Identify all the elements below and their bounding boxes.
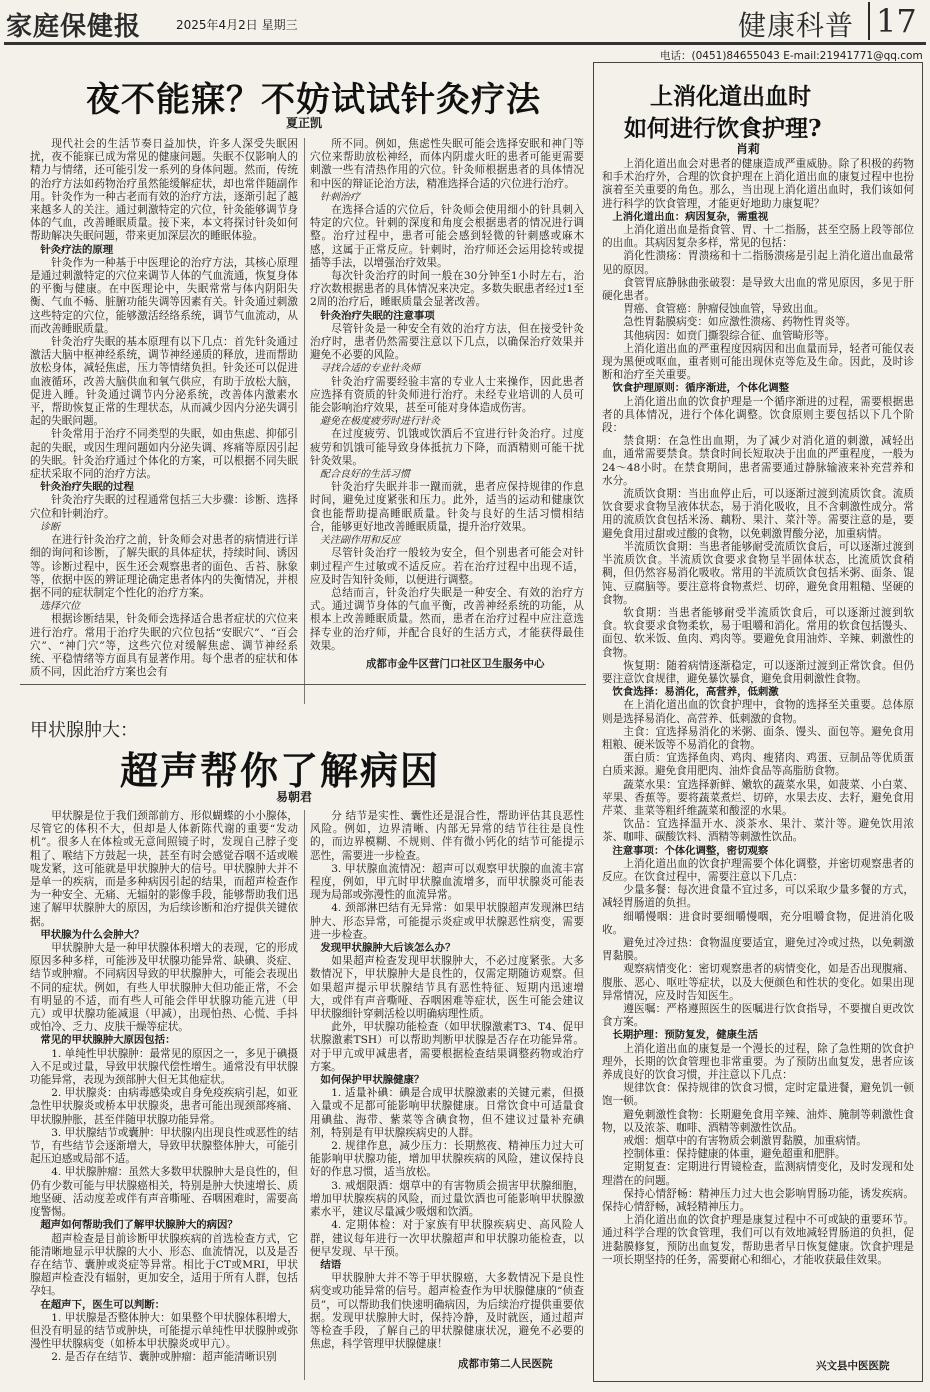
paragraph: 2. 规律作息，减少压力：长期熬夜、精神压力过大可能影响甲状腺功能，增加甲状腺疾病的风险，建议保持良好的作息习惯，适当放松。: [310, 1140, 584, 1179]
subheading: 发现甲状腺肿大后该怎么办？: [320, 942, 456, 955]
paragraph: 饮品：宜选择温开水、淡茶水、果汁、菜汁等。避免饮用浓茶、咖啡、碳酸饮料、酒精等刺激性饮品。: [602, 818, 914, 844]
minor-heading: 诊断: [40, 521, 60, 533]
subheading: 针灸治疗失眠的过程: [40, 481, 134, 494]
paragraph: 4. 颈部淋巴结有无异常：如果甲状腺超声发现淋巴结肿大、形态异常，可能提示炎症或甲状腺恶性病变，需要进一步检查。: [310, 902, 584, 941]
article1-author: 夏正凯: [286, 116, 323, 130]
minor-heading: 寻找合适的专业针灸师: [320, 363, 420, 375]
article1-column-2: [310, 138, 584, 658]
paragraph: 上消化道出血的饮食护理是康复过程中不可或缺的重要环节。通过科学合理的饮食管理，我们可以有效地减轻胃肠道的负担，促进黏膜修复，预防出血复发，帮助患者早日恢复健康。饮食护理是一项长期坚持的任务，需要耐心和细心，才能收获最佳效果。: [602, 1214, 914, 1266]
newspaper-name: 家庭保健报: [6, 12, 142, 42]
paragraph: 2. 甲状腺炎：由病毒感染或自身免疫疾病引起，如亚急性甲状腺炎或桥本甲状腺炎，患者可能出现颈部疼痛、甲状腺肿胀，甚至伴随甲状腺功能异常。: [30, 1087, 298, 1126]
paragraph: 急性胃黏膜病变：如应激性溃疡、药物性胃炎等。: [623, 316, 857, 329]
paragraph: 软食期：当患者能够耐受半流质饮食后，可以逐渐过渡到软食。软食要求食物柔软，易于咀嚼和消化。常用的软食包括馒头、面包、软米饭、鱼肉、鸡肉等。要避免食用油炸、辛辣、刺激性的食物。: [602, 606, 914, 659]
paragraph: 胃癌、食管癌：肿瘤侵蚀血管，导致出血。: [623, 303, 825, 316]
masthead-rule: [4, 42, 926, 45]
paragraph: 上消化道出血的严重程度因病因和出血量而异，轻者可能仅表现为黑便或呕血，重者则可能出现休克等危及生命。因此，及时诊断和治疗至关重要。: [602, 342, 914, 382]
paragraph: 此外，甲状腺功能检查（如甲状腺激素T3、T4、促甲状腺激素TSH）可以帮助判断甲状腺是否存在功能异常。对于甲亢或甲减患者，需要根据检查结果调整药物或治疗方案。: [310, 1021, 584, 1073]
paragraph: 尽管针灸是一种安全有效的治疗方法，但在接受针灸治疗时，患者仍然需要注意以下几点，以确保治疗效果并避免不必要的风险。: [310, 322, 584, 362]
paragraph: 上消化道出血会对患者的健康造成严重威胁。除了积极的药物和手术治疗外，合理的饮食护理在上消化道出血的康复过程中也扮演着至关重要的角色。那么，当出现上消化道出血时，我们该如何进行科学的饮食管理，才能更好地助力康复呢？: [602, 158, 914, 210]
subheading: 长期护理：预防复发，健康生活: [612, 1029, 758, 1042]
article1-column-1: [30, 138, 298, 708]
paragraph: 少量多餐：每次进食量不宜过多，可以采取少量多餐的方式，减轻胃肠道的负担。: [602, 884, 914, 910]
paragraph: 主食：宜选择易消化的米粥、面条、馒头、面包等。避免食用粗粮、硬米饭等不易消化的食物。: [602, 725, 914, 751]
paragraph: 2. 是否存在结节、囊肿或肿瘤：超声能清晰识别: [51, 1351, 277, 1364]
paragraph: 在进行针灸治疗之前，针灸师会对患者的病情进行详细的询问和诊断，了解失眠的具体症状，持续时间、诱因等。诊断过程中，医生还会观察患者的面色、舌苔、脉象等，依据中医的辨证理论确定患者体内的失衡情况，并根据不同的症状制定个性化的治疗方案。: [30, 534, 298, 599]
column-divider: [304, 138, 305, 704]
paragraph: 避免刺激性食物：长期避免食用辛辣、油炸、腌制等刺激性食物，以及浓茶、咖啡、酒精等刺激性饮品。: [602, 1108, 914, 1134]
article3-title-line2: 如何进行饮食护理?: [624, 115, 822, 142]
paragraph: 保持心情舒畅：精神压力过大也会影响胃肠功能，诱发疾病。保持心情舒畅，减轻精神压力。: [602, 1187, 914, 1214]
paragraph: 蔬菜水果：宜选择新鲜、嫩软的蔬菜水果，如菠菜、小白菜、苹果、香蕉等。要将蔬菜煮烂、切碎，水果去皮、去籽，避免食用芹菜、韭菜等粗纤维蔬菜和酸涩的水果。: [602, 778, 914, 817]
paragraph: 针灸治疗失眠的过程通常包括三大步骤：诊断、选择穴位和针刺治疗。: [30, 494, 298, 520]
paragraph: 1. 适量补碘：碘是合成甲状腺激素的关键元素，但摄入量或不足都可能影响甲状腺健康。日常饮食中可适量食用碘盐、海带、紫菜等含碘食物，但不建议过量补充碘剂，特别是有甲状腺疾病史的人群。: [310, 1087, 584, 1139]
paragraph: 分 结节是实性、囊性还是混合性，帮助评估其良恶性风险。例如，边界清晰、内部无异常的结节往往是良性的，而边界模糊、不规则、伴有微小钙化的结节可能提示恶性，需要进一步检查。: [310, 810, 584, 862]
article3-author: 肖莉: [736, 142, 761, 156]
subheading: 甲状腺为什么会肿大？: [40, 928, 145, 941]
paragraph: 规律饮食：保持规律的饮食习惯，定时定量进餐，避免饥一顿饱一顿。: [602, 1082, 914, 1108]
minor-heading: 配合良好的生活习惯: [320, 469, 410, 481]
paragraph: 如果超声检查发现甲状腺肿大，不必过度紧张。大多数情况下，甲状腺肿大是良性的，仅需定期随访观察。但如果超声提示甲状腺结节具有恶性特征、短期内迅速增大，或伴有声音嘶哑、吞咽困难等症状，医生可能会建议甲状腺细针穿刺活检以明确病理性质。: [310, 955, 584, 1021]
paragraph: 上消化道出血的饮食护理需要个体化调整，并密切观察患者的反应。在饮食过程中，需要注意以下几点：: [602, 857, 914, 883]
minor-heading: 针刺治疗: [320, 191, 360, 203]
paragraph: 针灸治疗需要经验丰富的专业人士来操作，因此患者应选择有资质的针灸师进行治疗。未经专业培训的人员可能会影响治疗效果，甚至可能对身体造成伤害。: [310, 375, 584, 415]
paragraph: 针灸作为一种基于中医理论的治疗方法，其核心原理是通过刺激特定的穴位来调节人体的气血流通，恢复身体的平衡与健康。在中医理论中，失眠常常与体内阴阳失衡、气血不畅、脏腑功能失调等因素有关。针灸通过刺激这些特定的穴位，能够激活经络系统，调节气血流动，从而改善睡眠质量。: [30, 256, 298, 335]
article1-title: 夜不能寐？不妨试试针灸疗法: [86, 80, 541, 120]
minor-heading: 避免在极度疲劳时进行针灸: [320, 416, 440, 428]
paragraph: 避免过冷过热：食物温度要适宜，避免过冷或过热，以免刺激胃黏膜。: [602, 936, 914, 963]
masthead: [0, 0, 930, 44]
paragraph: 定期复查：定期进行胃镜检查，监测病情变化，及时发现和处理潜在的问题。: [602, 1161, 914, 1187]
subheading: 结语: [320, 1258, 342, 1271]
paragraph: 3. 甲状腺结节或囊肿：甲状腺内出现良性或恶性的结节，有些结节会逐渐增大，导致甲状腺整体肿大，可能引起压迫感或局部不适。: [30, 1126, 298, 1166]
article1-source: 成都市金牛区营门口社区卫生服务中心: [366, 658, 545, 670]
paragraph: 现代社会的生活节奏日益加快，许多人深受失眠困扰，夜不能寐已成为常见的健康问题。失眠不仅影响人的精力与情绪，还可能引发一系列的身体问题。然而，传统的治疗方法如药物治疗虽然能缓解症状，却也常伴随副作用。针灸作为一种古老而有效的治疗方法，逐渐引起了越来越多人的关注。通过刺激特定的穴位，针灸能够调节身体的气血，改善睡眠质量。接下来，本文将探讨针灸如何帮助解决失眠问题，带来更加深层次的睡眠体验。: [30, 138, 298, 243]
issue-date: 2025年4月2日 星期三: [176, 18, 298, 32]
article2-author: 易朝君: [276, 790, 313, 804]
article2-title: 超声帮你了解病因: [120, 748, 441, 793]
section-title: 健康科普: [738, 9, 855, 42]
article3-title-line1: 上消化道出血时: [650, 83, 811, 110]
paragraph: 消化性溃疡：胃溃疡和十二指肠溃疡是引起上消化道出血最常见的原因。: [602, 250, 914, 276]
page-number: 17: [868, 2, 917, 40]
paragraph: 1. 甲状腺是否整体肿大：如果整个甲状腺体积增大，但没有明显的结节或肿块，可能提示单纯性甲状腺肿或弥漫性甲状腺病变（如桥本甲状腺炎或甲亢）。: [30, 1311, 298, 1351]
subheading: 上消化道出血：病因复杂，需重视: [612, 210, 769, 223]
subheading: 针灸疗法的原理: [40, 243, 114, 256]
minor-heading: 关注副作用和反应: [320, 535, 400, 547]
paragraph: 总结而言，针灸治疗失眠是一种安全、有效的治疗方式。通过调节身体的气血平衡，改善神经系统的功能，从根本上改善睡眠质量。然而，患者在治疗过程中应注意选择专业的治疗师，并配合良好的生活方式，才能获得最佳效果。: [310, 586, 584, 652]
paragraph: 甲状腺肿大并不等于甲状腺癌，大多数情况下是良性病变或功能异常的信号。超声检查作为甲状腺健康的“侦查员”，可以帮助我们快速明确病因，为后续治疗提供重要依据。发现甲状腺肿大时，保持冷静，及时就医，通过超声等检查手段，了解自己的甲状腺健康状况，避免不必要的焦虑，科学管理甲状腺健康！: [310, 1272, 584, 1351]
paragraph: 上消化道出血的饮食护理是一个循序渐进的过程，需要根据患者的具体情况，进行个体化调整。饮食原则主要包括以下几个阶段：: [602, 395, 914, 435]
paragraph: 禁食期：在急性出血期，为了减少对消化道的刺激，减轻出血，通常需要禁食。禁食时间长短取决于出血的严重程度，一般为24～48小时。在禁食期间，患者需要通过静脉输液来补充营养和水分。: [602, 435, 914, 487]
paragraph: 针灸常用于治疗不同类型的失眠，如由焦虑、抑郁引起的失眠，或因生理问题如内分泌失调、疼痛等原因引起的失眠。针灸治疗通过个体化的方案，可以根据不同失眠症状采取不同的治疗方法。: [30, 428, 298, 481]
subheading: 超声如何帮助我们了解甲状腺肿大的病因？: [40, 1219, 238, 1232]
paragraph: 半流质饮食期：当患者能够耐受流质饮食后，可以逐渐过渡到半流质饮食。半流质饮食要求食物呈半固体状态，比流质饮食稍稠，但仍然容易消化吸收。常用的半流质饮食包括米粥、面条、馄饨、豆腐脑等。要注意将食物煮烂、切碎，避免食用粗糙、坚硬的食物。: [602, 540, 914, 606]
section-divider: [20, 684, 586, 685]
article2-source: 成都市第二人民医院: [458, 1358, 553, 1370]
paragraph: 4. 甲状腺肿瘤：虽然大多数甲状腺肿大是良性的，但仍有少数可能与甲状腺癌相关，特别是肿大快速增长、质地坚硬、活动度差或伴有声音嘶哑、吞咽困难时，需要高度警惕。: [30, 1166, 298, 1219]
paragraph: 细嚼慢咽：进食时要细嚼慢咽，充分咀嚼食物，促进消化吸收。: [602, 910, 914, 936]
contact-line: 电话：(0451)84655043 E-mail:21941771@qq.com: [660, 50, 923, 62]
paragraph: 上消化道出血的康复是一个漫长的过程，除了急性期的饮食护理外，长期的饮食管理也非常重要。为了预防出血复发，患者应该养成良好的饮食习惯，并注意以下几点：: [602, 1042, 914, 1082]
paragraph: 遵医嘱：严格遵照医生的医嘱进行饮食指导，不要擅自更改饮食方案。: [602, 1003, 914, 1029]
paragraph: 1. 单纯性甲状腺肿：最常见的原因之一，多见于碘摄入不足或过量，导致甲状腺代偿性增生。通常没有甲状腺功能异常，表现为颈部肿大但无其他症状。: [30, 1047, 298, 1087]
paragraph: 每次针灸治疗的时间一般在30分钟至1小时左右，治疗次数根据患者的具体情况来决定。多数失眠患者经过1至2周的治疗后，睡眠质量会显著改善。: [310, 270, 584, 309]
subheading: 饮食选择：易消化，高营养，低刺激: [612, 686, 779, 699]
paragraph: 戒烟：烟草中的有害物质会刺激胃黏膜，加重病情。: [623, 1135, 867, 1148]
paragraph: 尽管针灸治疗一般较为安全，但个别患者可能会对针刺过程产生过敏或不适反应。若在治疗过程中出现不适，应及时告知针灸师，以便进行调整。: [310, 547, 584, 586]
paragraph: 针灸治疗失眠的基本原理有以下几点：首先针灸通过激活大脑中枢神经系统，调节神经递质的释放，进而帮助放松身体，减轻焦虑，压力等情绪负担。针灸还可以促进血液循环，改善大脑供血和氧气供应，有助于放松大脑，促进入睡。针灸通过调节内分泌系统，改善体内激素水平，帮助恢复正常的生理状态，从而减少因内分泌失调引起的失眠问题。: [30, 336, 298, 428]
paragraph: 甲状腺肿大是一种甲状腺体积增大的表现，它的形成原因多种多样，可能涉及甲状腺功能异常、缺碘、炎症、结节或肿瘤。不同病因导致的甲状腺肿大，可能会表现出不同的症状。例如，有些人甲状腺肿大但功能正常，不会有明显的不适，而有些人可能会伴甲状腺功能亢进（甲亢）或甲状腺功能减退（甲减），出现怕热、心慌、手抖或怕冷、乏力、皮肤干燥等症状。: [30, 942, 298, 1034]
paragraph: 3. 戒烟限酒：烟草中的有害物质会损害甲状腺细胞，增加甲状腺疾病的风险，而过量饮酒也可能影响甲状腺激素水平，建议尽量减少吸烟和饮酒。: [310, 1179, 584, 1219]
article3-source: 兴文县中医医院: [816, 1360, 890, 1372]
paragraph: 控制体重：保持健康的体重，避免超重和肥胖。: [623, 1148, 846, 1161]
paragraph: 在选择合适的穴位后，针灸师会使用细小的针具刺入特定的穴位。针刺的深度和角度会根据患者的情况进行调整。治疗过程中，患者可能会感到轻微的针刺感或麻木感，这属于正常反应。针刺时，治疗师还会运用捻转或提插等手法，以增强治疗效果。: [310, 204, 584, 269]
paragraph: 蛋白质：宜选择鱼肉、鸡肉、瘦猪肉、鸡蛋、豆制品等优质蛋白质来源。避免食用肥肉、油炸食品等高脂肪食物。: [602, 752, 914, 778]
minor-heading: 选择穴位: [40, 601, 80, 613]
paragraph: 针灸治疗失眠并非一蹴而就，患者应保持规律的作息时间，避免过度紧张和压力。此外，适当的运动和健康饮食也能帮助提高睡眠质量。针灸与良好的生活习惯相结合，能够更好地改善睡眠质量，提升治疗效果。: [310, 481, 584, 533]
paragraph: 上消化道出血是指食管、胃、十二指肠，甚至空肠上段等部位的出血。其病因复杂多样，常见的包括：: [602, 224, 914, 250]
paragraph: 流质饮食期：当出血停止后，可以逐渐过渡到流质饮食。流质饮食要求食物呈液体状态，易于消化吸收，且不含刺激性成分。常用的流质饮食包括米汤、藕粉、果汁、菜汁等。需要注意的是，要避免食用过甜或过酸的食物，以免刺激胃酸分泌，加重病情。: [602, 488, 914, 540]
paragraph: 超声检查是目前诊断甲状腺疾病的首选检查方式，它能清晰地显示甲状腺的大小、形态、血流情况，以及是否存在结节、囊肿或炎症等异常。相比于CT或MRI，甲状腺超声检查没有辐射，更加安全，适用于所有人群，包括孕妇。: [30, 1232, 298, 1298]
article2-column-1: [30, 810, 298, 1382]
paragraph: 所不同。例如，焦虑性失眠可能会选择安眠和神门等穴位来帮助放松神经，而体内阴虚火旺的患者可能更需要刺激一些有清热作用的穴位。针灸师根据患者的具体情况和中医的辩证论治方法，精准选择合适的穴位进行治疗。: [310, 138, 584, 190]
subheading: 针灸治疗失眠的注意事项: [320, 309, 435, 322]
subheading: 如何保护甲状腺健康？: [320, 1074, 425, 1087]
paragraph: 4. 定期体检：对于家族有甲状腺疾病史、高风险人群，建议每年进行一次甲状腺超声和甲状腺功能检查，以便早发现、早干预。: [310, 1219, 584, 1258]
paragraph: 在上消化道出血的饮食护理中，食物的选择至关重要。总体原则是选择易消化、高营养、低刺激的食物。: [602, 699, 914, 725]
paragraph: 在过度疲劳、饥饿或饮酒后不宜进行针灸治疗。过度疲劳和饥饿可能导致身体抵抗力下降，而酒精则可能干扰针灸效果。: [310, 428, 584, 467]
paragraph: 恢复期：随着病情逐渐稳定，可以逐渐过渡到正常饮食。但仍要注意饮食规律，避免暴饮暴食，避免食用刺激性食物。: [602, 659, 914, 685]
article2-kicker: 甲状腺肿大：: [30, 720, 138, 741]
subheading: 饮食护理原则：循序渐进，个体化调整: [612, 382, 790, 395]
paragraph: 甲状腺是位于我们颈部前方、形似蝴蝶的小小腺体，尽管它的体积不大，但却是人体新陈代谢的重要“发动机”。很多人在体检或无意间照镜子时，发现自己脖子变粗了、喉结下方鼓起一块，甚至有时会感觉吞咽不适或喉咙发紧，这可能就是甲状腺肿大的信号。甲状腺肿大并不是单一的疾病，而是多种病因引起的结果，而超声检查作为一种安全、无痛、无辐射的影像手段，能够帮助我们迅速了解甲状腺肿大的原因，为后续诊断和治疗提供关键依据。: [30, 810, 298, 928]
column-divider: [304, 810, 305, 1380]
article3-body: [602, 158, 914, 1350]
paragraph: 其他病因：如贲门撕裂综合征、血管畸形等。: [623, 329, 836, 342]
paragraph: 食管胃底静脉曲张破裂：是导致大出血的常见原因，多见于肝硬化患者。: [602, 276, 914, 303]
subheading: 注意事项：个体化调整，密切观察: [612, 844, 769, 857]
paragraph: 根据诊断结果，针灸师会选择适合患者症状的穴位来进行治疗。常用于治疗失眠的穴位包括“安眠穴”、“百会穴”、“神门穴”等，这些穴位对缓解焦虑、调节神经系统、平稳情绪等方面具有显著作用。每个患者的症状和体质不同，因此治疗方案也会有: [30, 613, 298, 679]
paragraph: 观察病情变化：密切观察患者的病情变化，如是否出现腹痛、腹胀、恶心、呕吐等症状，以及大便颜色和性状的变化。如果出现异常情况，应及时告知医生。: [602, 963, 914, 1002]
subheading: 常见的甲状腺肿大原因包括：: [40, 1034, 176, 1047]
paragraph: 3. 甲状腺血流情况：超声可以观察甲状腺的血流丰富程度，例如，甲亢时甲状腺血流增多，而甲状腺炎可能表现为局部或弥漫性的血流异常。: [310, 862, 584, 902]
subheading: 在超声下，医生可以判断：: [40, 1298, 166, 1311]
article2-column-2: [310, 810, 584, 1358]
